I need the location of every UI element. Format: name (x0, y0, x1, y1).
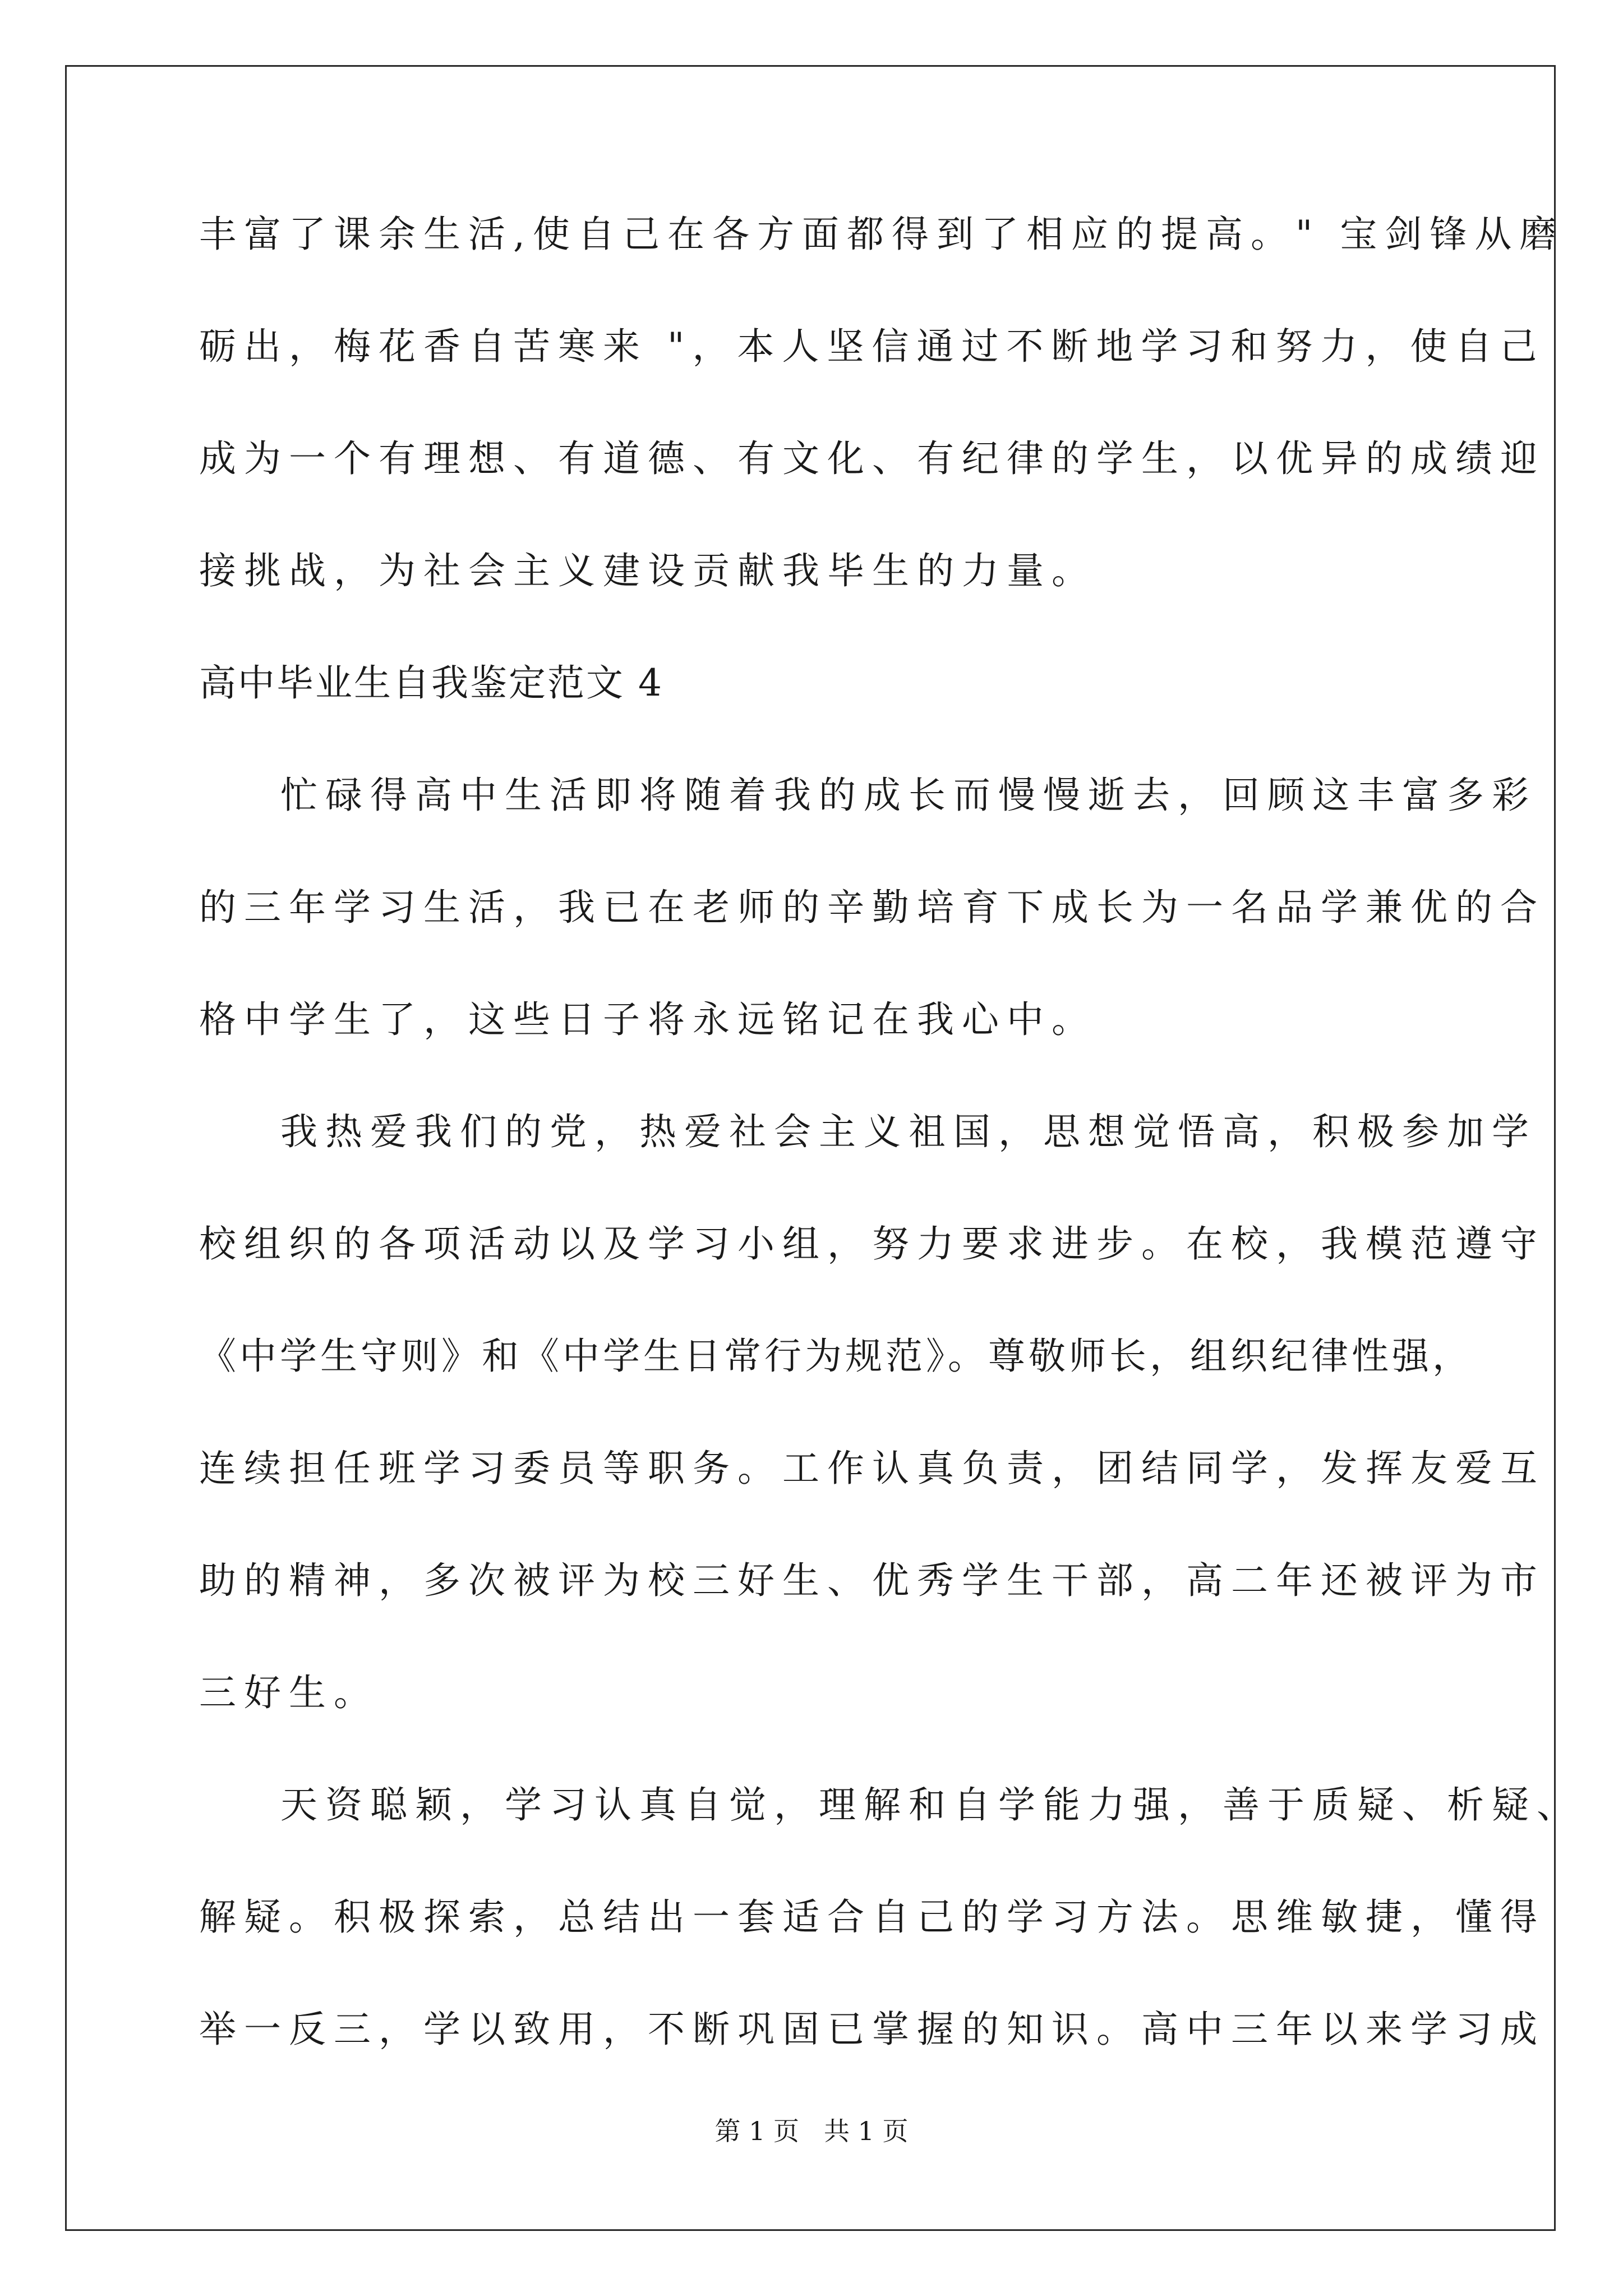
text-line: 格中学生了，这些日子将永远铭记在我心中。 (199, 998, 1096, 1041)
document-body (199, 213, 1581, 2123)
text-line: 接挑战，为社会主义建设贡献我毕生的力量。 (199, 549, 1096, 592)
text-line: 丰富了课余生活,使自己在各方面都得到了相应的提高。" 宝剑锋从磨 (199, 213, 1565, 256)
page-footer (0, 2118, 1623, 2144)
text-line: 砺出，梅花香自苦寒来 "，本人坚信通过不断地学习和努力，使自己 (199, 325, 1545, 368)
section-heading: 高中毕业生自我鉴定范文 4 (199, 661, 663, 705)
page-number-total: 共 1 页 (824, 2116, 909, 2146)
text-line: 举一反三，学以致用，不断巩固已掌握的知识。高中三年以来学习成 (199, 2008, 1545, 2051)
text-line: 三好生。 (199, 1671, 379, 1714)
paragraph-first-line: 天资聪颖，学习认真自觉，理解和自学能力强，善于质疑、析疑、 (280, 1783, 1581, 1826)
text-line: 连续担任班学习委员等职务。工作认真负责，团结同学，发挥友爱互 (199, 1447, 1545, 1490)
paragraph-first-line: 我热爱我们的党，热爱社会主义祖国，思想觉悟高，积极参加学 (280, 1110, 1537, 1153)
text-line: 成为一个有理想、有道德、有文化、有纪律的学生，以优异的成绩迎 (199, 437, 1545, 480)
text-line: 的三年学习生活，我已在老师的辛勤培育下成长为一名品学兼优的合 (199, 886, 1545, 929)
text-line: 《中学生守则》和《中学生日常行为规范》。尊敬师长，组织纪律性强， (199, 1335, 1473, 1378)
page-number-current: 第 1 页 (714, 2116, 799, 2146)
text-line: 助的精神，多次被评为校三好生、优秀学生干部，高二年还被评为市 (199, 1559, 1545, 1602)
paragraph-first-line: 忙碌得高中生活即将随着我的成长而慢慢逝去，回顾这丰富多彩 (280, 774, 1537, 817)
text-line: 校组织的各项活动以及学习小组，努力要求进步。在校，我模范遵守 (199, 1222, 1545, 1266)
text-line: 解疑。积极探索，总结出一套适合自己的学习方法。思维敏捷，懂得 (199, 1895, 1545, 1939)
